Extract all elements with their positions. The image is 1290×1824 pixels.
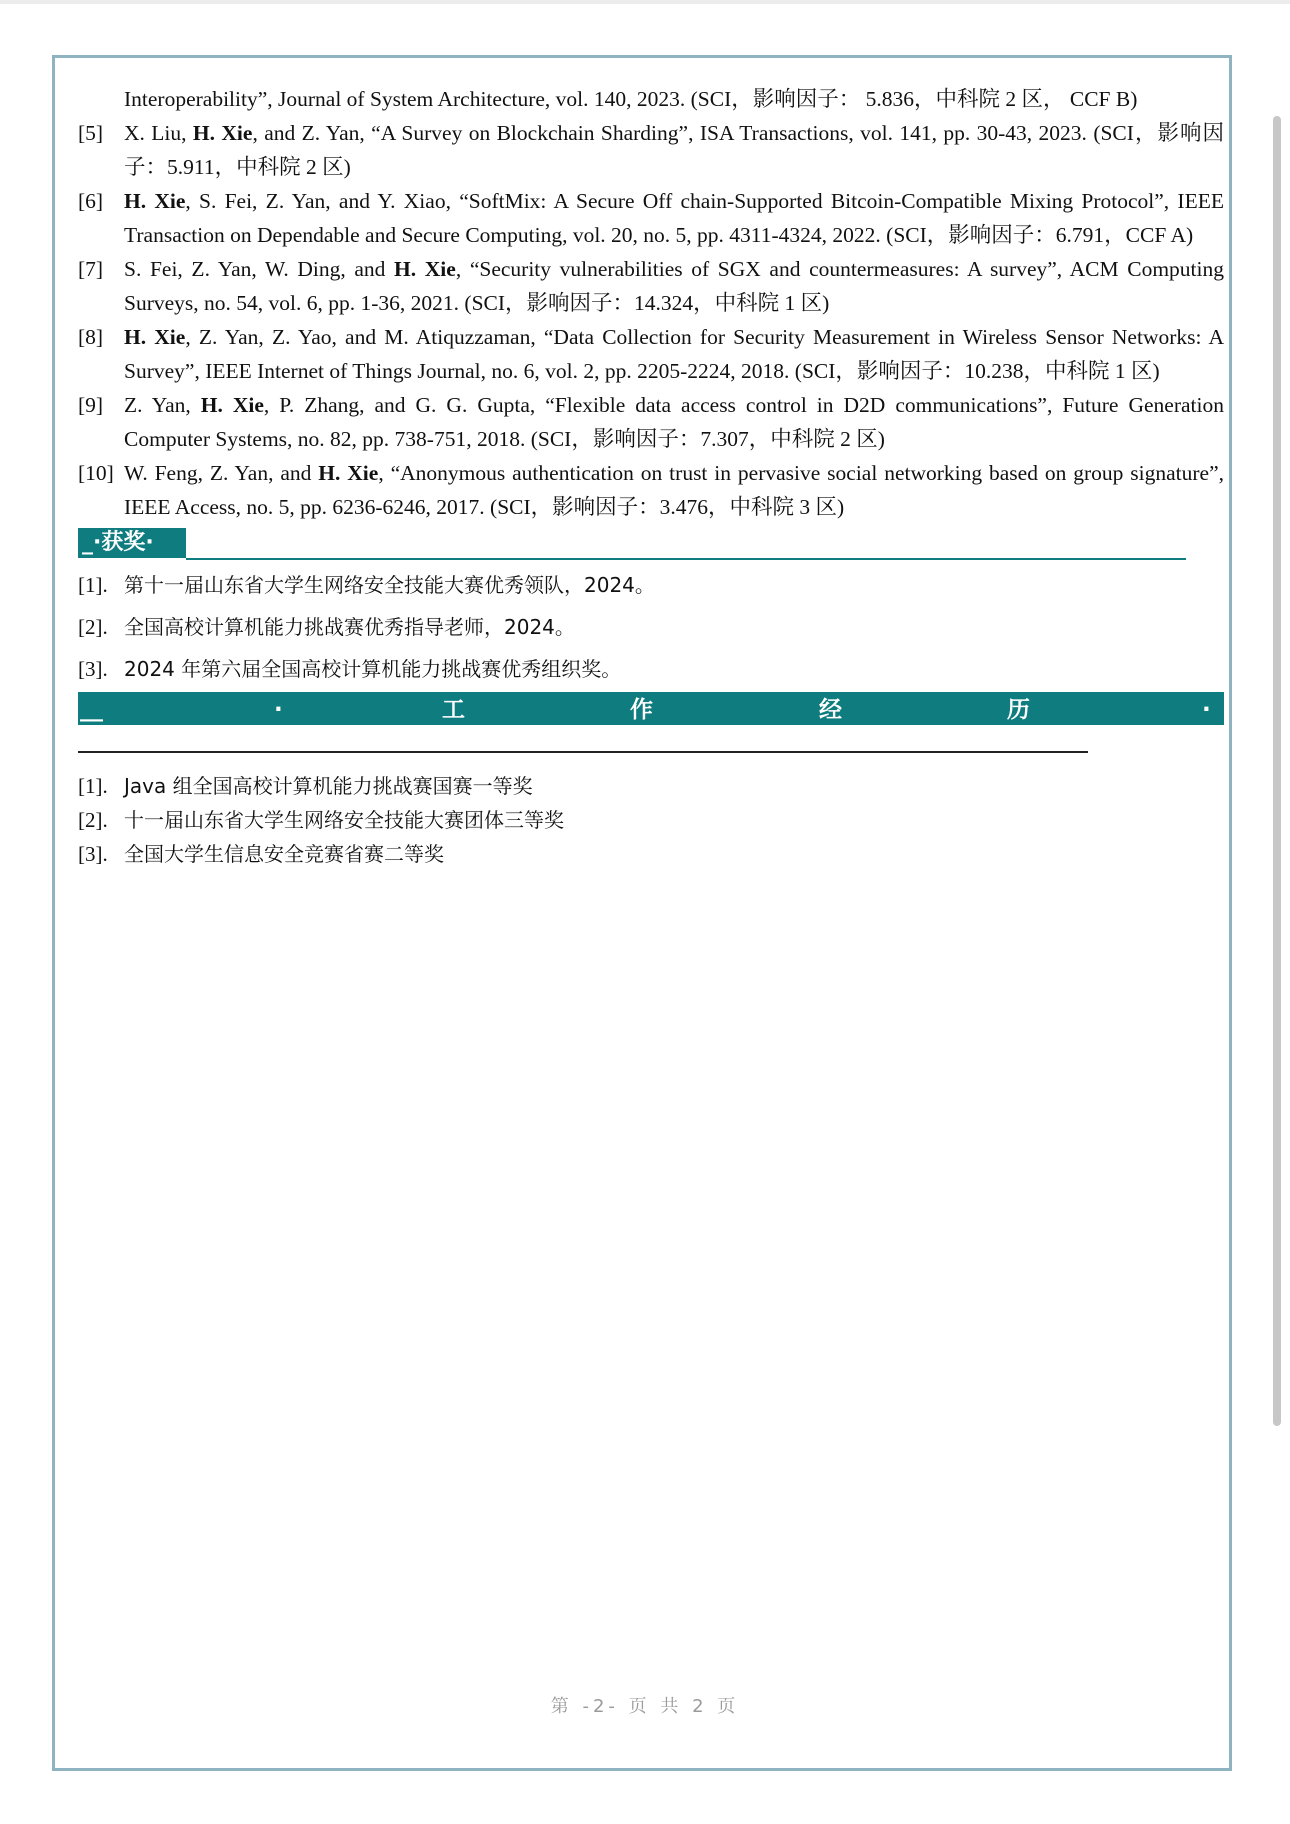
awards-list (78, 564, 1224, 690)
reference-authors-pre: Z. Yan, (124, 393, 201, 417)
work-section-header (78, 692, 1224, 728)
top-bar (0, 0, 1290, 4)
reference-author-highlight: H. Xie (200, 393, 264, 417)
reference-item (78, 456, 1224, 524)
reference-author-highlight: H. Xie (192, 121, 253, 145)
work-dot-right: · (1202, 697, 1211, 723)
reference-details: , “Security vulnerabilities of SGX and countermeasures: A survey”, ACM Computing Surveys, no. 54, vol. 6, pp. 1-36, 2021. (SCI，影响因子：14.324，中科院 1 区) (124, 257, 1224, 315)
reference-item (78, 320, 1224, 388)
reference-text (124, 388, 1224, 456)
item-text: 第十一届山东省大学生网络安全技能大赛优秀领队，2024。 (124, 573, 655, 597)
reference-author-highlight: H. Xie (394, 257, 456, 281)
work-char-1: 工 (442, 697, 465, 723)
awards-title-text: ·获奖· (93, 530, 154, 555)
list-item (78, 769, 1224, 803)
reference-authors-pre: W. Feng, Z. Yan, and (124, 461, 319, 485)
item-number: [2]. (78, 808, 108, 832)
work-title-band (78, 692, 1224, 725)
reference-text-part: Interoperability”, Journal of System Architecture, vol. 140, 2023. (SCI，影响因子： 5.836，中科院 2 区， CCF B) (124, 87, 1138, 111)
list-item (78, 803, 1224, 837)
awards-prefix: _ (82, 530, 93, 555)
item-text: Java 组全国高校计算机能力挑战赛国赛一等奖 (124, 774, 533, 798)
reference-number: [9] (78, 393, 104, 417)
item-text: 2024 年第六届全国高校计算机能力挑战赛优秀组织奖。 (124, 657, 622, 681)
awards-rule (186, 558, 1186, 560)
reference-text (124, 184, 1224, 252)
reference-item (78, 252, 1224, 320)
work-char-2: 作 (630, 697, 653, 723)
reference-item (78, 388, 1224, 456)
work-prefix: __ (80, 696, 103, 722)
reference-item (78, 116, 1224, 184)
work-list (78, 769, 1224, 871)
scrollbar[interactable] (1273, 116, 1281, 1426)
reference-details: , Z. Yan, Z. Yao, and M. Atiquzzaman, “Data Collection for Security Measurement in Wireless Sensor Networks: A Survey”, IEEE Internet of Things Journal, no. 6, vol. 2, pp. 2205-2224, 2018. (SCI，影响因子：10.238，中科院 1 区) (124, 325, 1224, 383)
item-number: [3]. (78, 842, 108, 866)
list-item (78, 606, 1224, 648)
reference-details: , “Anonymous authentication on trust in pervasive social networking based on group signature”, IEEE Access, no. 5, pp. 6236-6246, 2017. (SCI，影响因子：3.476，中科院 3 区) (124, 461, 1224, 519)
reference-number: [8] (78, 325, 104, 349)
reference-details: , and Z. Yan, “A Survey on Blockchain Sharding”, ISA Transactions, vol. 141, pp. 30-43, 2023. (SCI，影响因子：5.911，中科院 2 区) (124, 121, 1224, 179)
reference-text (124, 456, 1224, 524)
item-text: 全国大学生信息安全竞赛省赛二等奖 (124, 842, 444, 866)
reference-text (124, 116, 1224, 184)
work-char-4: 历 (1007, 697, 1030, 723)
list-item (78, 837, 1224, 871)
work-char-3: 经 (819, 697, 842, 723)
item-number: [1]. (78, 774, 108, 798)
reference-authors-pre: X. Liu, (124, 121, 193, 145)
work-rule (78, 751, 1088, 753)
item-number: [3]. (78, 657, 108, 681)
item-number: [1]. (78, 573, 108, 597)
list-item (78, 648, 1224, 690)
item-text: 十一届山东省大学生网络安全技能大赛团体三等奖 (124, 808, 564, 832)
item-number: [2]. (78, 615, 108, 639)
reference-number: [7] (78, 257, 104, 281)
reference-text (124, 252, 1224, 320)
reference-list (78, 82, 1224, 524)
reference-authors-pre: S. Fei, Z. Yan, W. Ding, and (124, 257, 395, 281)
reference-text (124, 320, 1224, 388)
list-item (78, 564, 1224, 606)
awards-title (78, 528, 186, 558)
reference-number: [10] (78, 461, 114, 485)
reference-author-highlight: H. Xie (318, 461, 379, 485)
reference-item (78, 184, 1224, 252)
reference-author-highlight: H. Xie (124, 325, 186, 349)
page-content (78, 82, 1224, 871)
page-footer: 第 -2- 页 共 2 页 (550, 1696, 740, 1717)
reference-number: [6] (78, 189, 104, 213)
reference-text (124, 82, 1224, 116)
awards-section-header (78, 526, 1224, 562)
item-text: 全国高校计算机能力挑战赛优秀指导老师，2024。 (124, 615, 575, 639)
reference-details: , S. Fei, Z. Yan, and Y. Xiao, “SoftMix: A Secure Off chain-Supported Bitcoin-Compatible Mixing Protocol”, IEEE Transaction on Dependable and Secure Computing, vol. 20, no. 5, pp. 4311-4324, 2022. (SCI，影响因子：6.791，CCF A) (124, 189, 1224, 247)
reference-details: , P. Zhang, and G. G. Gupta, “Flexible data access control in D2D communications”, Future Generation Computer Systems, no. 82, pp. 738-751, 2018. (SCI，影响因子：7.307，中科院 2 区) (124, 393, 1224, 451)
reference-item (78, 82, 1224, 116)
reference-author-highlight: H. Xie (124, 189, 186, 213)
reference-number: [5] (78, 121, 104, 145)
work-dot-left: · (274, 697, 283, 723)
